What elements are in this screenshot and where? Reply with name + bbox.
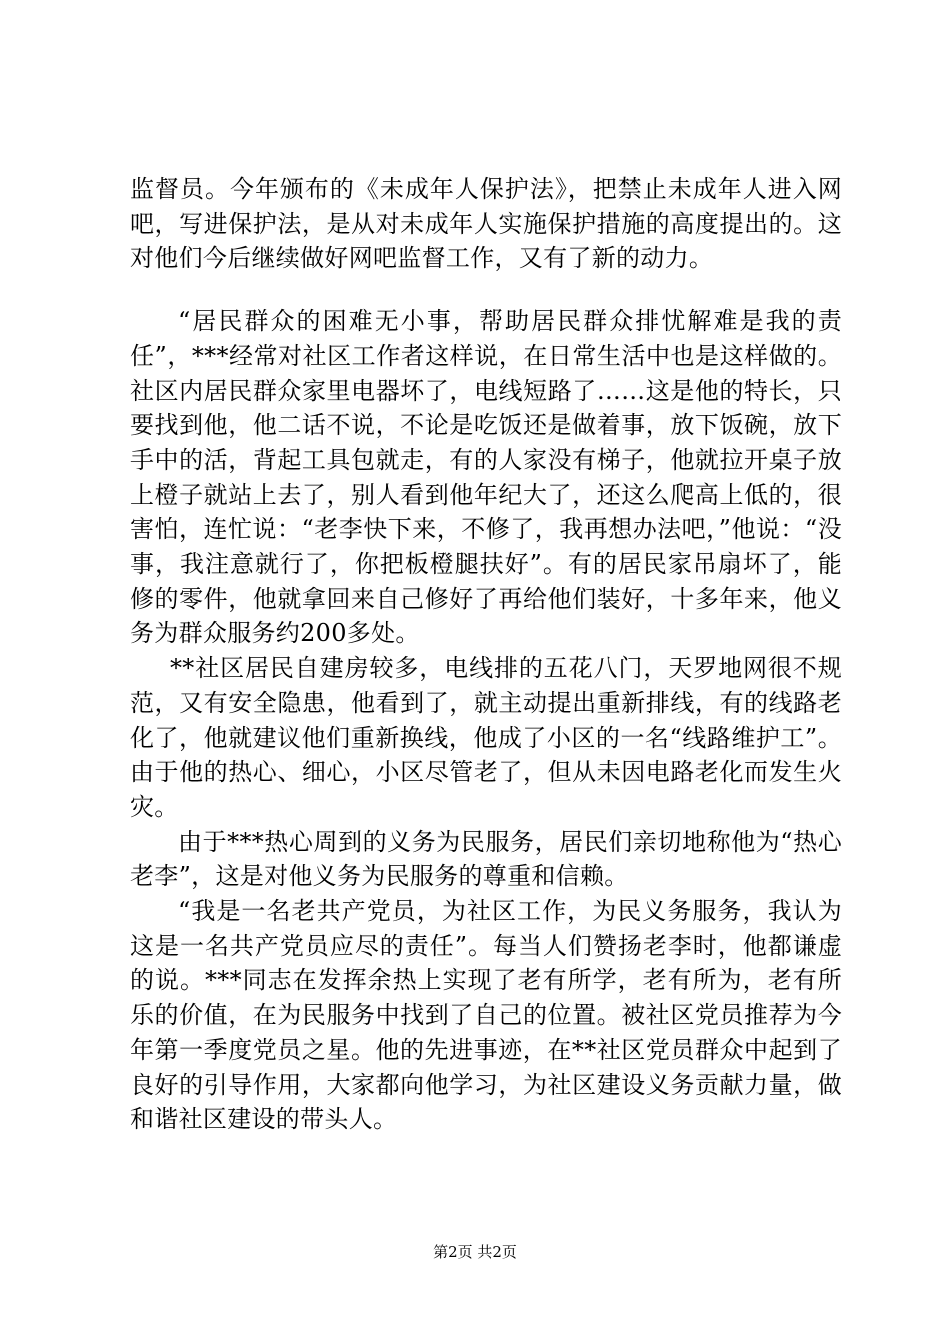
paragraph-1: 监督员。今年颁布的《未成年人保护法》，把禁止未成年人进入网吧，写进保护法，是从对未成年人实施保护措施的高度提出的。这对他们今后继续做好网吧监督工作，又有了新的动力。 bbox=[130, 175, 842, 273]
paragraph-3: **社区居民自建房较多，电线排的五花八门，天罗地网很不规范，又有安全隐患，他看到了，就主动提出重新排线，有的线路老化了，他就建议他们重新换线，他成了小区的一名“线路维护工”。由于他的热心、细心，小区尽管老了，但从未因电路老化而发生火灾。 bbox=[130, 654, 842, 821]
document-body bbox=[130, 172, 842, 1137]
paragraph-4: 由于***热心周到的义务为民服务，居民们亲切地称他为“热心老李”，这是对他义务为民服务的尊重和信赖。 bbox=[130, 827, 842, 891]
paragraph-5: “我是一名老共产党员，为社区工作，为民义务服务，我认为这是一名共产党员应尽的责任”。每当人们赞扬老李时，他都谦虚的说。***同志在发挥余热上实现了老有所学，老有所为，老有所乐的价值，在为民服务中找到了自己的位置。被社区党员推荐为今年第一季度党员之星。他的先进事迹，在**社区党员群众中起到了良好的引导作用，大家都向他学习，为社区建设义务贡献力量，做和谐社区建设的带头人。 bbox=[130, 897, 842, 1134]
page-footer: 第2页 共2页 bbox=[433, 1243, 517, 1261]
paragraph-2: “居民群众的困难无小事，帮助居民群众排忧解难是我的责任”，***经常对社区工作者这样说，在日常生活中也是这样做的。社区内居民群众家里电器坏了，电线短路了……这是他的特长，只要找到他，他二话不说，不论是吃饭还是做着事，放下饭碗，放下手中的活，背起工具包就走，有的人家没有梯子，他就拉开桌子放上橙子就站上去了，别人看到他年纪大了，还这么爬高上低的，很害怕，连忙说：“老李快下来，不修了，我再想办法吧，”他说：“没事，我注意就行了，你把板橙腿扶好”。有的居民家吊扇坏了，能修的零件，他就拿回来自己修好了再给他们装好，十多年来，他义务为群众服务约200多处。 bbox=[130, 307, 842, 648]
